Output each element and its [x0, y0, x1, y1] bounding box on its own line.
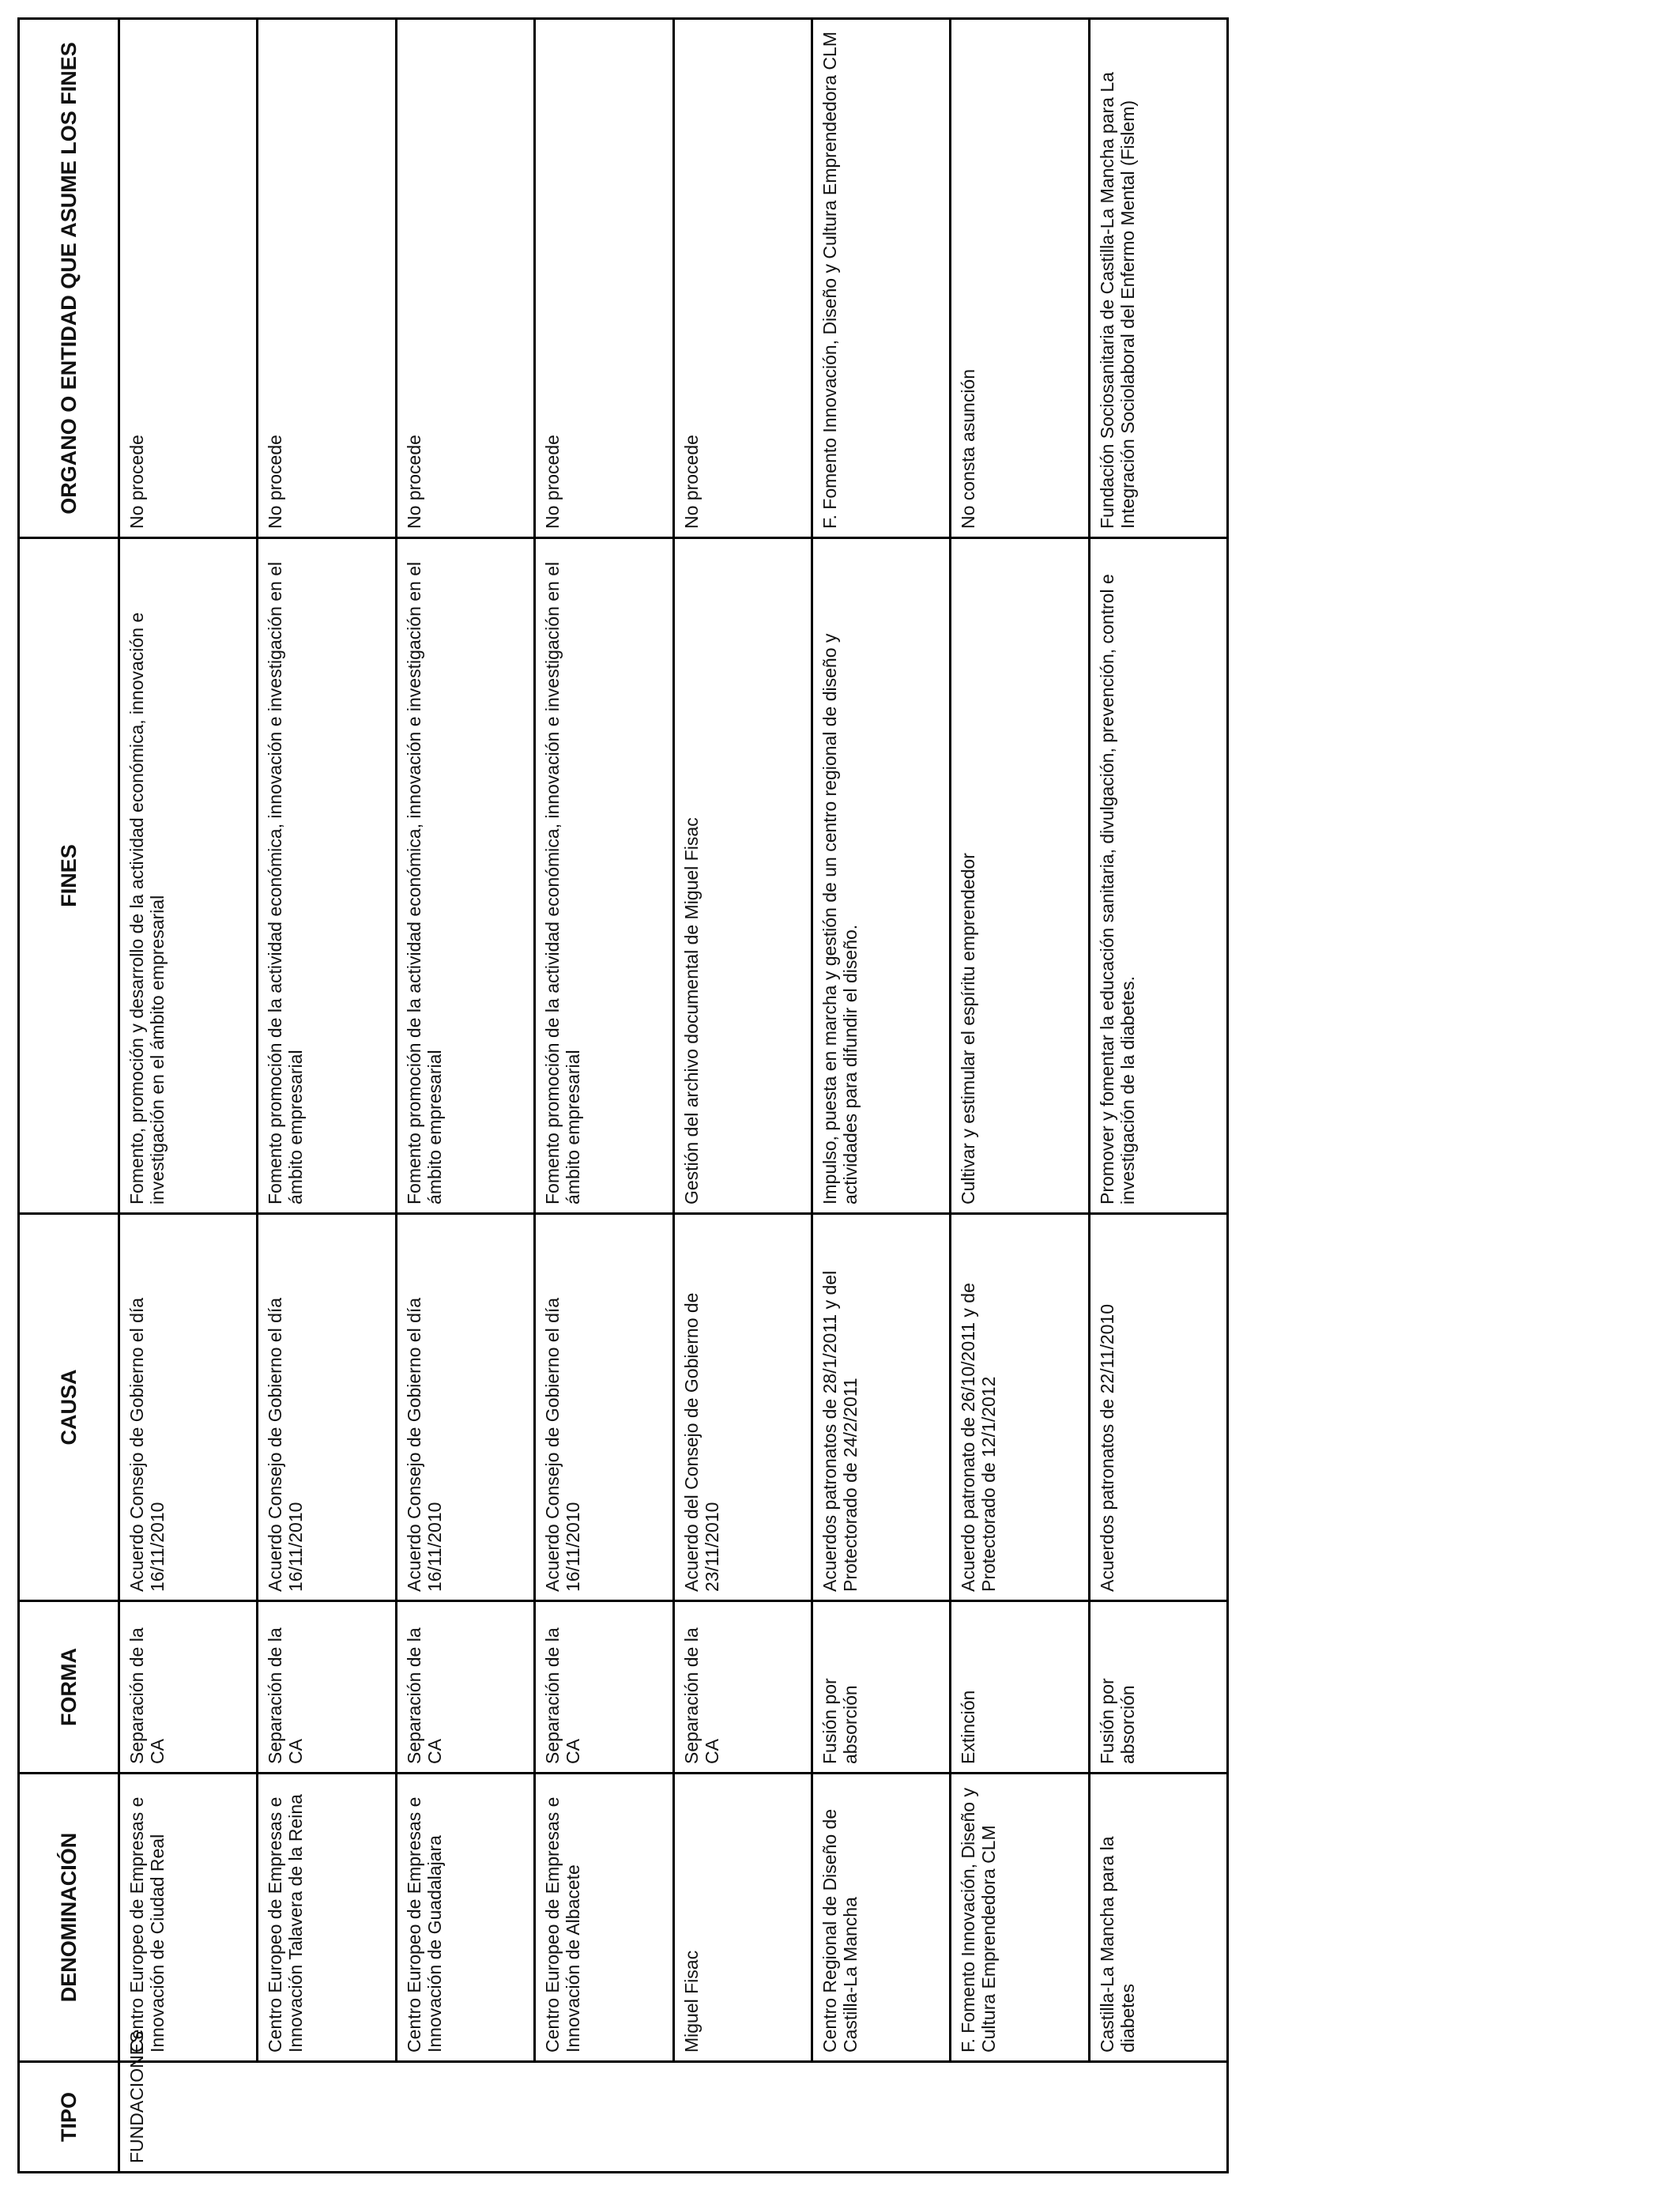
header-tipo: TIPO — [19, 2062, 119, 2173]
organo-cell: No procede — [119, 19, 258, 538]
table-row — [1089, 19, 1227, 2173]
denominacion-cell: Centro Regional de Diseño de Castilla-La Mancha — [812, 1774, 950, 2062]
fines-cell: Promover y fomentar la educación sanitaria, divulgación, prevención, control e investigación de la diabetes. — [1089, 538, 1227, 1214]
denominacion-cell: Centro Europeo de Empresas e Innovación de Albacete — [535, 1774, 673, 2062]
causa-cell: Acuerdo Consejo de Gobierno el día 16/11/2010 — [535, 1214, 673, 1601]
forma-cell: Separación de la CA — [119, 1601, 258, 1774]
fines-cell: Impulso, puesta en marcha y gestión de un centro regional de diseño y actividades para difundir el diseño. — [812, 538, 950, 1214]
rotated-page — [17, 20, 1229, 2173]
fines-cell: Fomento promoción de la actividad económica, innovación e investigación en el ámbito empresarial — [396, 538, 534, 1214]
organo-cell: No procede — [258, 19, 396, 538]
header-causa: CAUSA — [19, 1214, 119, 1601]
header-row — [19, 19, 119, 2173]
organo-cell: No procede — [673, 19, 812, 538]
forma-cell: Separación de la CA — [396, 1601, 534, 1774]
causa-cell: Acuerdos patronatos de 22/11/2010 — [1089, 1214, 1227, 1601]
organo-cell: No procede — [396, 19, 534, 538]
header-denominacion: DENOMINACIÓN — [19, 1774, 119, 2062]
causa-cell: Acuerdo Consejo de Gobierno el día 16/11/2010 — [396, 1214, 534, 1601]
fines-cell: Fomento promoción de la actividad económica, innovación e investigación en el ámbito empresarial — [258, 538, 396, 1214]
denominacion-cell: Castilla-La Mancha para la diabetes — [1089, 1774, 1227, 2062]
header-fines: FINES — [19, 538, 119, 1214]
table-row — [535, 19, 673, 2173]
table-row — [951, 19, 1089, 2173]
organo-cell: No consta asunción — [951, 19, 1089, 538]
table-row — [812, 19, 950, 2173]
causa-cell: Acuerdo Consejo de Gobierno el día 16/11/2010 — [258, 1214, 396, 1601]
denominacion-cell: Centro Europeo de Empresas e Innovación de Ciudad Real — [119, 1774, 258, 2062]
organo-cell: Fundación Sociosanitaria de Castilla-La Mancha para La Integración Sociolaboral del Enfermo Mental (Fislem) — [1089, 19, 1227, 538]
denominacion-cell: Centro Europeo de Empresas e Innovación de Guadalajara — [396, 1774, 534, 2062]
table-row — [396, 19, 534, 2173]
causa-cell: Acuerdo del Consejo de Gobierno de 23/11/2010 — [673, 1214, 812, 1601]
forma-cell: Fusión por absorción — [1089, 1601, 1227, 1774]
table-row — [258, 19, 396, 2173]
table-row — [119, 19, 258, 2173]
table-row — [673, 19, 812, 2173]
fines-cell: Fomento, promoción y desarrollo de la actividad económica, innovación e investigación en el ámbito empresarial — [119, 538, 258, 1214]
organo-cell: F. Fomento Innovación, Diseño y Cultura Emprendedora CLM — [812, 19, 950, 538]
tipo-cell: FUNDACIONES — [119, 2062, 1228, 2173]
header-forma: FORMA — [19, 1601, 119, 1774]
denominacion-cell: F. Fomento Innovación, Diseño y Cultura Emprendedora CLM — [951, 1774, 1089, 2062]
forma-cell: Fusión por absorción — [812, 1601, 950, 1774]
causa-cell: Acuerdo patronato de 26/10/2011 y de Protectorado de 12/1/2012 — [951, 1214, 1089, 1601]
denominacion-cell: Centro Europeo de Empresas e Innovación Talavera de la Reina — [258, 1774, 396, 2062]
fines-cell: Gestión del archivo documental de Miguel Fisac — [673, 538, 812, 1214]
organo-cell: No procede — [535, 19, 673, 538]
forma-cell: Separación de la CA — [673, 1601, 812, 1774]
causa-cell: Acuerdo Consejo de Gobierno el día 16/11/2010 — [119, 1214, 258, 1601]
forma-cell: Extinción — [951, 1601, 1089, 1774]
header-organo: ORGANO O ENTIDAD QUE ASUME LOS FINES — [19, 19, 119, 538]
fines-cell: Cultivar y estimular el espíritu emprendedor — [951, 538, 1089, 1214]
fines-cell: Fomento promoción de la actividad económica, innovación e investigación en el ámbito empresarial — [535, 538, 673, 1214]
forma-cell: Separación de la CA — [258, 1601, 396, 1774]
denominacion-cell: Miguel Fisac — [673, 1774, 812, 2062]
causa-cell: Acuerdos patronatos de 28/1/2011 y del Protectorado de 24/2/2011 — [812, 1214, 950, 1601]
fundaciones-table — [17, 17, 1229, 2173]
forma-cell: Separación de la CA — [535, 1601, 673, 1774]
